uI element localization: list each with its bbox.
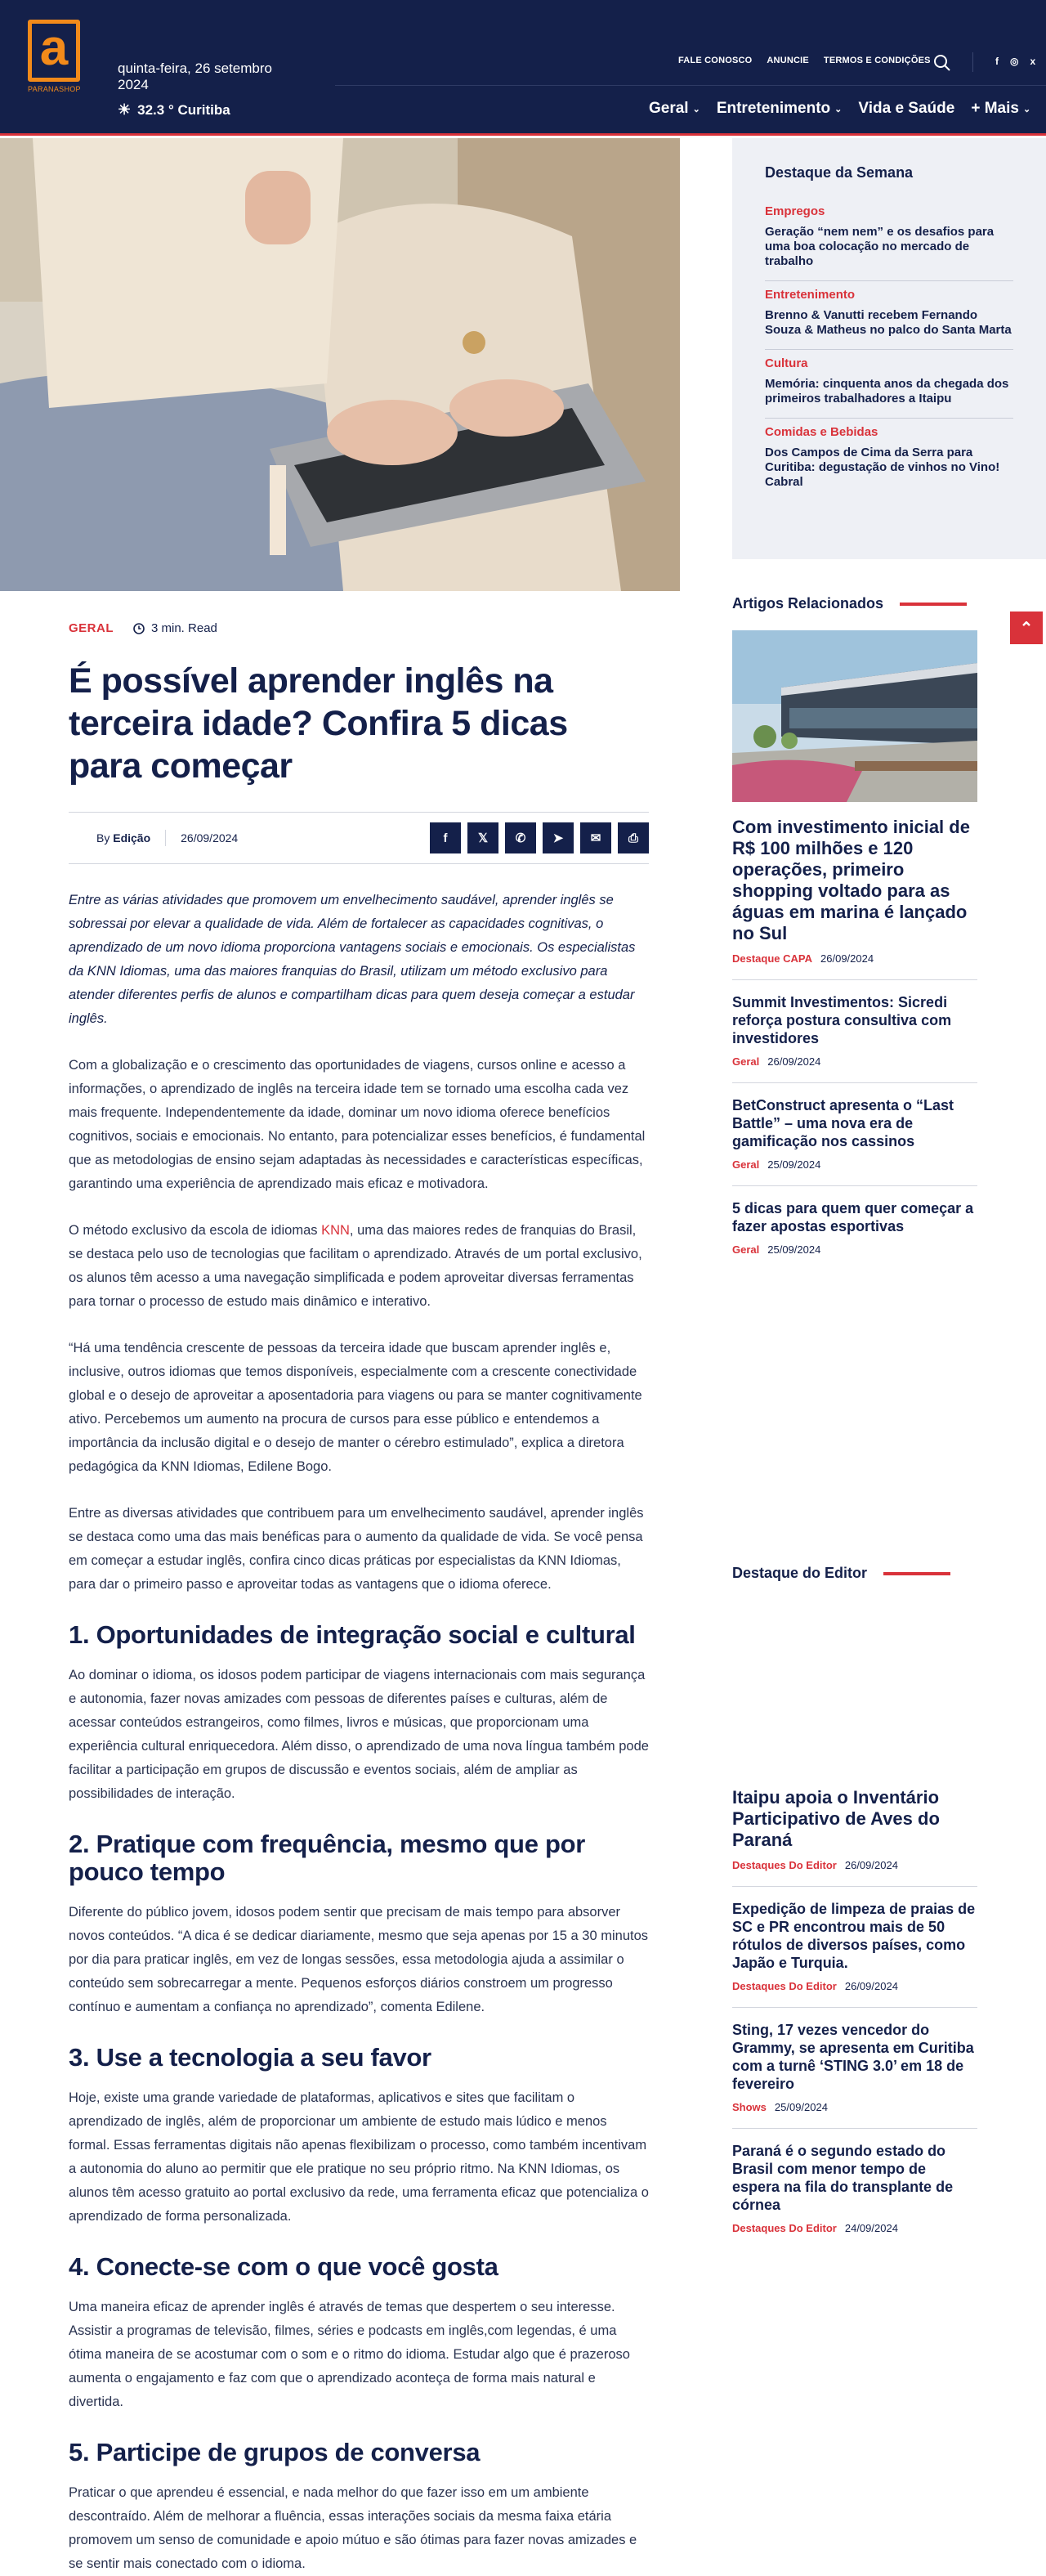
item-category[interactable]: Geral — [732, 1158, 760, 1171]
item-title[interactable]: Geração “nem nem” e os desafios para uma boa colocação no mercado de trabalho — [765, 225, 995, 268]
item-title[interactable]: Memória: cinquenta anos da chegada dos primeiros trabalhadores a Itaipu — [765, 377, 1009, 405]
nav-item-entretenimento[interactable] — [717, 100, 843, 118]
paragraph — [69, 1219, 649, 1314]
weather-widget — [118, 101, 230, 119]
paragraph: Uma maneira eficaz de aprender inglês é através de temas que despertem o seu interesse. Assistir a programas de televisão, filmes, séries e podcasts em inglês,com legendas, é uma ótima maneira de se acostumar com o som e o ritmo do idioma. Estudar algo que é prazeroso aumenta o engajamento e faz com que o aprendizado aconteça de forma mais natural e divertida. — [69, 2300, 630, 2409]
heading-accent-bar — [900, 603, 967, 606]
list-item[interactable] — [765, 350, 1013, 419]
site-header — [0, 0, 1046, 136]
share-buttons — [430, 822, 649, 853]
nav-item-vida-saude[interactable] — [858, 100, 954, 118]
section-heading: 2. Pratique com frequência, mesmo que por pouco tempo — [69, 1830, 585, 1886]
item-date: 26/09/2024 — [844, 1980, 898, 1992]
item-date: 26/09/2024 — [820, 952, 874, 965]
item-date: 25/09/2024 — [767, 1243, 821, 1256]
nav-item-mais[interactable] — [971, 100, 1030, 118]
share-facebook-icon[interactable]: f — [430, 822, 461, 853]
sun-icon: ☀ — [118, 101, 132, 118]
by-label: By — [96, 831, 110, 844]
item-category[interactable]: Entretenimento — [765, 288, 856, 302]
editor-list — [732, 1774, 977, 2249]
section-heading: 5. Participe de grupos de conversa — [69, 2438, 481, 2466]
paragraph-text: O método exclusivo da escola de idiomas — [69, 1223, 322, 1238]
header-separator — [972, 52, 973, 72]
paragraph: Com a globalização e o crescimento das oportunidades de viagens, cursos online e acesso a informações, o aprendizado de inglês na terceira idade tem se tornado uma escolha cada vez mais frequente. Independentemente da idade, dominar um novo idioma oferece benefícios cognitivos, sociais e emocionais. No entanto, para potencializar esses benefícios, é fundamental que as metodologias de ensino sejam adaptadas às necessidades e características específicas, garantindo uma experiência de aprendizado mais eficaz e motivadora. — [69, 1058, 646, 1191]
section-heading: 3. Use a tecnologia a seu favor — [69, 2043, 431, 2072]
item-category[interactable]: Comidas e Bebidas — [765, 425, 878, 439]
top-link-contact[interactable]: FALE CONOSCO — [678, 56, 753, 65]
nav-label: Entretenimento — [716, 100, 831, 117]
chevron-up-icon: ⌃ — [1019, 619, 1034, 638]
editor-heading — [732, 1565, 977, 1582]
site-logo[interactable] — [28, 20, 80, 95]
list-item[interactable] — [732, 2129, 977, 2249]
scroll-to-top-button[interactable] — [1010, 612, 1043, 644]
logo-text: PARANASHOP — [28, 85, 81, 93]
item-category[interactable]: Destaques Do Editor — [732, 1980, 837, 1992]
read-time-text: 3 min. Read — [151, 621, 217, 635]
instagram-icon[interactable]: ◎ — [1010, 56, 1019, 67]
share-x-icon[interactable]: 𝕏 — [467, 822, 498, 853]
section-heading: 4. Conecte-se com o que você gosta — [69, 2252, 498, 2281]
chevron-down-icon: ⌄ — [692, 104, 700, 114]
list-item[interactable] — [732, 2008, 977, 2129]
item-title[interactable]: Expedição de limpeza de praias de SC e PR encontrou mais de 50 rótulos de diversos países, como Japão e Turquia. — [732, 1901, 976, 1971]
print-icon[interactable]: ⎙ — [618, 822, 649, 853]
list-item[interactable] — [765, 281, 1013, 350]
nav-label: Geral — [649, 100, 689, 117]
current-date: quinta-feira, 26 setembro 2024 — [118, 60, 272, 92]
share-email-icon[interactable]: ✉ — [580, 822, 611, 853]
hero-image — [0, 138, 680, 591]
item-date: 26/09/2024 — [844, 1859, 898, 1871]
item-date: 25/09/2024 — [767, 1158, 821, 1171]
article-body — [69, 621, 649, 2576]
item-title[interactable]: Dos Campos de Cima da Serra para Curitiba: degustação de vinhos no Vino! Cabral — [765, 446, 1000, 489]
search-icon[interactable] — [933, 54, 951, 72]
article-title: É possível aprender inglês na terceira idade? Confira 5 dicas para começar — [69, 661, 568, 786]
item-category[interactable]: Destaques Do Editor — [732, 2222, 837, 2234]
paragraph: Hoje, existe uma grande variedade de plataformas, aplicativos e sites que facilitam o aprendizado de inglês, além de proporcionar um ambiente de estudo mais lúdico e menos formal. Essas ferramentas digitais não apenas flexibilizam o processo, como também incentivam a autonomia do aluno ao permitir que ele pratique no seu próprio ritmo. Na KNN Idiomas, os alunos têm acesso gratuito ao portal exclusivo da rede, uma ferramenta eficaz que potencializa o aprendizado de forma personalizada. — [69, 2090, 649, 2224]
top-link-terms[interactable]: TERMOS E CONDIÇÕES — [823, 56, 931, 65]
item-title[interactable]: Itaipu apoia o Inventário Participativo de Aves do Paraná — [732, 1787, 940, 1850]
paragraph-text: , uma das maiores redes de franquias do Brasil, se destaca pelo uso de tecnologias que facilitam o aprendizado. Através de um portal exclusivo, os alunos têm acesso a uma navegação simplificada e podem aproveitar diversas ferramentas para tornar o processo de estudo mais dinâmico e interativo. — [69, 1223, 642, 1309]
item-category[interactable]: Shows — [732, 2101, 767, 2113]
item-title[interactable]: Summit Investimentos: Sicredi reforça postura consultiva com investidores — [732, 994, 952, 1046]
list-item[interactable] — [732, 804, 977, 980]
facebook-icon[interactable]: f — [995, 56, 999, 67]
hero-photo-illustration — [0, 138, 680, 591]
item-date: 26/09/2024 — [767, 1055, 821, 1068]
weekly-highlights — [732, 138, 1046, 559]
top-link-advertise[interactable]: ANUNCIE — [767, 56, 809, 65]
related-thumbnail[interactable] — [732, 630, 977, 802]
chevron-down-icon: ⌄ — [834, 104, 843, 114]
social-links — [995, 56, 1035, 67]
item-category[interactable]: Cultura — [765, 356, 808, 370]
item-category[interactable]: Empregos — [765, 204, 825, 218]
heading-accent-bar — [883, 1572, 950, 1575]
section-heading: 1. Oportunidades de integração social e cultural — [69, 1620, 636, 1649]
top-links — [678, 56, 931, 65]
read-time — [133, 621, 217, 635]
article-category[interactable]: GERAL — [69, 621, 114, 635]
header-divider — [335, 85, 1046, 86]
article-byline — [69, 812, 649, 864]
item-category[interactable]: Geral — [732, 1055, 760, 1068]
related-list — [732, 804, 977, 1270]
item-date: 24/09/2024 — [844, 2222, 898, 2234]
paragraph: Diferente do público jovem, idosos podem sentir que precisam de mais tempo para absorver novos conteúdos. “A dica é se dedicar diariamente, mesmo que seja apenas por 15 a 30 minutos por dia para praticar inglês, em vez de longas sessões, essa metodologia ajuda a assimilar o conteúdo sem sobrecarregar a mente. Pequenos esforços diários constroem um progresso contínuo e aumentam a confiança no aprendizado”, comenta Edilene. — [69, 1905, 649, 2014]
nav-label: Vida e Saúde — [858, 100, 955, 117]
x-icon[interactable]: x — [1030, 56, 1036, 67]
share-telegram-icon[interactable]: ➤ — [543, 822, 574, 853]
chevron-down-icon: ⌄ — [1022, 104, 1031, 114]
share-whatsapp-icon[interactable]: ✆ — [505, 822, 536, 853]
shopping-render-illustration — [732, 630, 977, 802]
list-item[interactable] — [765, 198, 1013, 281]
item-category[interactable]: Geral — [732, 1243, 760, 1256]
clock-icon — [133, 623, 145, 634]
item-title[interactable]: Paraná é o segundo estado do Brasil com menor tempo de espera na fila do transplante de córnea — [732, 2143, 954, 2213]
list-item[interactable] — [732, 1774, 977, 1887]
paragraph: Praticar o que aprendeu é essencial, e nada melhor do que fazer isso em um ambiente descontraído. Além de melhorar a fluência, essas interações sociais da mesma faixa etária promovem um senso de comunidade e apoio mútuo e são ótimas para fazer novas amizades e se sentir mais conectado com o idioma. — [69, 2485, 637, 2571]
article-date: 26/09/2024 — [181, 831, 239, 844]
main-nav — [649, 100, 1030, 118]
item-category[interactable]: Destaques Do Editor — [732, 1859, 837, 1871]
related-heading — [732, 595, 977, 612]
weekly-highlights-title: Destaque da Semana — [765, 164, 914, 181]
author-link[interactable]: Edição — [113, 831, 151, 844]
paragraph: Ao dominar o idioma, os idosos podem participar de viagens internacionais com mais segurança e autonomia, fazer novas amizades com pessoas de diferentes países e culturas, além de acessar conteúdos estrangeiros, como filmes, livros e músicas, que proporcionam uma experiência cultural enriquecedora. Além disso, o aprendizado de uma nova língua também pode facilitar a participação em grupos de discussão e eventos sociais, além de ampliar as possibilidades de interação. — [69, 1668, 649, 1801]
list-item[interactable] — [732, 1083, 977, 1186]
paragraph: Entre as diversas atividades que contribuem para um envelhecimento saudável, aprender inglês se destaca como uma das mais benéficas para o aumento da qualidade de vida. Se você pensa em começar a estudar inglês, confira cinco dicas práticas por especialistas da KNN Idiomas, para dar o primeiro passo e aproveitar todas as vantagens que o idioma oferece. — [69, 1506, 644, 1592]
nav-label: + Mais — [971, 100, 1019, 117]
list-item[interactable] — [732, 1186, 977, 1270]
list-item[interactable] — [765, 419, 1013, 501]
logo-letter: a — [39, 20, 69, 76]
item-category[interactable]: Destaque CAPA — [732, 952, 813, 965]
item-title[interactable]: BetConstruct apresenta o “Last Battle” – uma nova era de gamificação nos cassinos — [732, 1097, 954, 1149]
list-item[interactable] — [732, 1887, 977, 2008]
item-title[interactable]: 5 dicas para quem quer começar a fazer apostas esportivas — [732, 1200, 974, 1234]
knn-link[interactable]: KNN — [321, 1223, 350, 1238]
related-heading-text: Artigos Relacionados — [732, 595, 884, 612]
paragraph: “Há uma tendência crescente de pessoas da terceira idade que buscam aprender inglês e, inclusive, outros idiomas que temos disponíveis, especialmente com a crescente conectividade global e o desejo de aproveitar a aposentadoria para viagens ou para se manter cognitivamente ativo. Percebemos um aumento na procura de cursos para esse público e entendemos a importância da inclusão digital e o desejo de manter o cérebro estimulado”, explica a diretora pedagógica da KNN Idiomas, Edilene Bogo. — [69, 1341, 642, 1474]
item-title[interactable]: Brenno & Vanutti recebem Fernando Souza & Matheus no palco do Santa Marta — [765, 308, 1012, 337]
article-lead: Entre as várias atividades que promovem um envelhecimento saudável, aprender inglês se sobressai por elevar a qualidade de vida. Além de fortalecer as capacidades cognitivas, o aprendizado de um novo idioma proporciona vantagens sociais e emocionais. Os especialistas da KNN Idiomas, uma das maiores franquias do Brasil, utilizam um método exclusivo para atender diferentes perfis de alunos e compartilham dicas para quem deseja começar a estudar inglês. — [69, 893, 636, 1026]
list-item[interactable] — [732, 980, 977, 1083]
item-date: 25/09/2024 — [774, 2101, 828, 2113]
weather-text: 32.3 ° Curitiba — [137, 101, 230, 118]
article-meta — [69, 621, 649, 635]
byline-separator — [165, 830, 166, 846]
nav-item-geral[interactable] — [649, 100, 700, 118]
item-title[interactable]: Sting, 17 vezes vencedor do Grammy, se apresenta em Curitiba com a turnê ‘STING 3.0’ em 18 de fevereiro — [732, 2022, 974, 2092]
item-title[interactable]: Com investimento inicial de R$ 100 milhões e 120 operações, primeiro shopping voltado para as águas em marina é lançado no Sul — [732, 817, 970, 943]
editor-heading-text: Destaque do Editor — [732, 1565, 868, 1581]
